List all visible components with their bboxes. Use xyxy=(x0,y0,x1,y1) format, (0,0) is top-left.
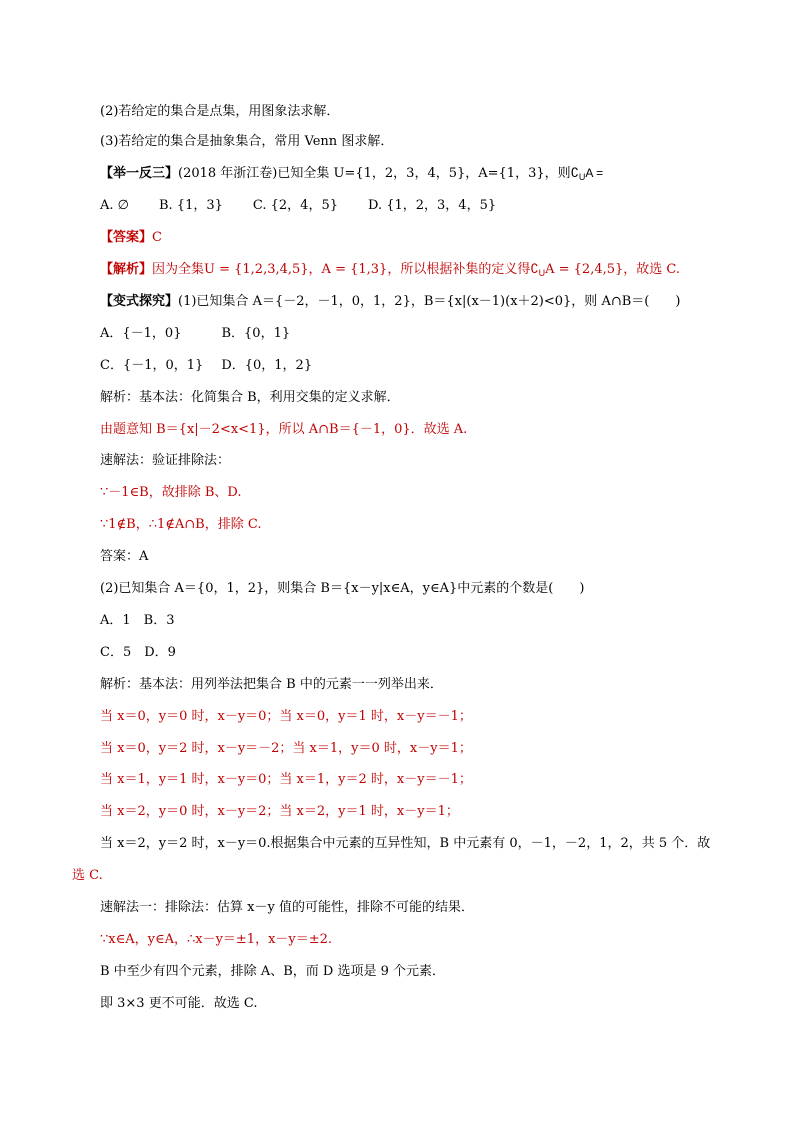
text-line: 由题意知 B＝{x|－2<x<1}，所以 A∩B＝{－1，0}．故选 A. xyxy=(100,422,468,437)
options-line xyxy=(100,325,290,343)
complement-tail: A = xyxy=(585,166,604,180)
variant-line xyxy=(100,293,680,311)
text-line: 选 C. xyxy=(72,868,103,883)
text-line: 解析：基本法：化简集合 B，利用交集的定义求解． xyxy=(100,390,400,405)
option-d: D．{0，1，2} xyxy=(221,358,313,373)
text-line: ∵1∉B，∴1∉A∩B，排除 C. xyxy=(100,517,262,532)
example-tag: 【举一反三】 xyxy=(100,166,179,181)
text-line: 速解法：验证排除法： xyxy=(100,453,231,468)
example-line xyxy=(100,164,603,186)
text-line: 当 x＝0，y＝0 时，x－y＝0；当 x＝0，y＝1 时，x－y＝－1； xyxy=(100,709,472,724)
option-a: A. ∅ xyxy=(100,198,129,213)
text-line: 答案：A xyxy=(100,549,149,564)
options-line xyxy=(100,197,496,215)
text-line: (2)若给定的集合是点集，用图象法求解． xyxy=(100,104,340,119)
text-line: (2)已知集合 A＝{0，1，2}，则集合 B＝{x－y|x∈A，y∈A}中元素的个数是( ) xyxy=(100,581,585,596)
variant-tag: 【变式探究】 xyxy=(100,294,179,309)
text-line: 当 x＝0，y＝2 时，x－y＝－2；当 x＝1，y＝0 时，x－y＝1； xyxy=(100,741,472,756)
complement-symbol: ∁ xyxy=(570,165,579,180)
option-b: B. {1，3} xyxy=(158,198,223,213)
analysis-tag: 【解析】 xyxy=(100,262,153,277)
text-line: 速解法一：排除法：估算 x－y 值的可能性，排除不可能的结果． xyxy=(100,900,474,915)
text-line: 解析：基本法：用列举法把集合 B 中的元素一一列举出来． xyxy=(100,677,443,692)
analysis-text-tail: A = {2,4,5}，故选 C. xyxy=(545,262,681,277)
text-line: 即 3×3 更不可能．故选 C. xyxy=(100,996,258,1011)
text-line: ∵－1∈B，故排除 B、D. xyxy=(100,485,242,500)
option-b: B．{0，1} xyxy=(221,326,291,341)
complement-subscript: U xyxy=(578,172,586,182)
option-c: C．{－1，0，1} xyxy=(100,358,204,373)
answer-tag: 【答案】 xyxy=(100,230,153,245)
complement-symbol: ∁ xyxy=(530,261,539,276)
options-line xyxy=(100,357,312,375)
text-line: (3)若给定的集合是抽象集合，常用 Venn 图求解． xyxy=(100,134,394,149)
option-d: D. {1，2，3，4，5} xyxy=(368,198,497,213)
text-line: ∵x∈A，y∈A，∴x－y＝±1，x－y＝±2. xyxy=(100,932,333,947)
option-a: A．{－1，0} xyxy=(100,326,182,341)
text-line: 当 x＝2，y＝2 时，x－y＝0.根据集合中元素的互异性知，B 中元素有 0，－1，－2，1，2，共 5 个．故 xyxy=(100,836,711,851)
analysis-text: 因为全集U = {1,2,3,4,5}，A = {1,3}，所以根据补集的定义得 xyxy=(152,262,531,277)
text-line: 当 x＝2，y＝0 时，x－y＝2；当 x＝2，y＝1 时，x－y＝1； xyxy=(100,804,459,819)
option-c: C. {2，4，5} xyxy=(252,198,338,213)
analysis-line xyxy=(100,260,680,282)
answer-value: C xyxy=(152,230,162,245)
complement-subscript: U xyxy=(538,268,546,278)
answer-line xyxy=(100,229,162,247)
text-line: C．5 D．9 xyxy=(100,645,176,660)
text-line: A．1 B．3 xyxy=(100,613,175,628)
variant-question: (1)已知集合 A＝{－2，－1，0，1，2}，B＝{x|(x－1)(x＋2)<0}，则 A∩B＝( ) xyxy=(178,294,681,309)
example-question: (2018 年浙江卷)已知全集 U={1，2，3，4，5}，A={1，3}，则 xyxy=(178,166,571,181)
text-line: B 中至少有四个元素，排除 A、B，而 D 选项是 9 个元素． xyxy=(100,964,445,979)
text-line: 当 x＝1，y＝1 时，x－y＝0；当 x＝1，y＝2 时，x－y＝－1； xyxy=(100,772,472,787)
